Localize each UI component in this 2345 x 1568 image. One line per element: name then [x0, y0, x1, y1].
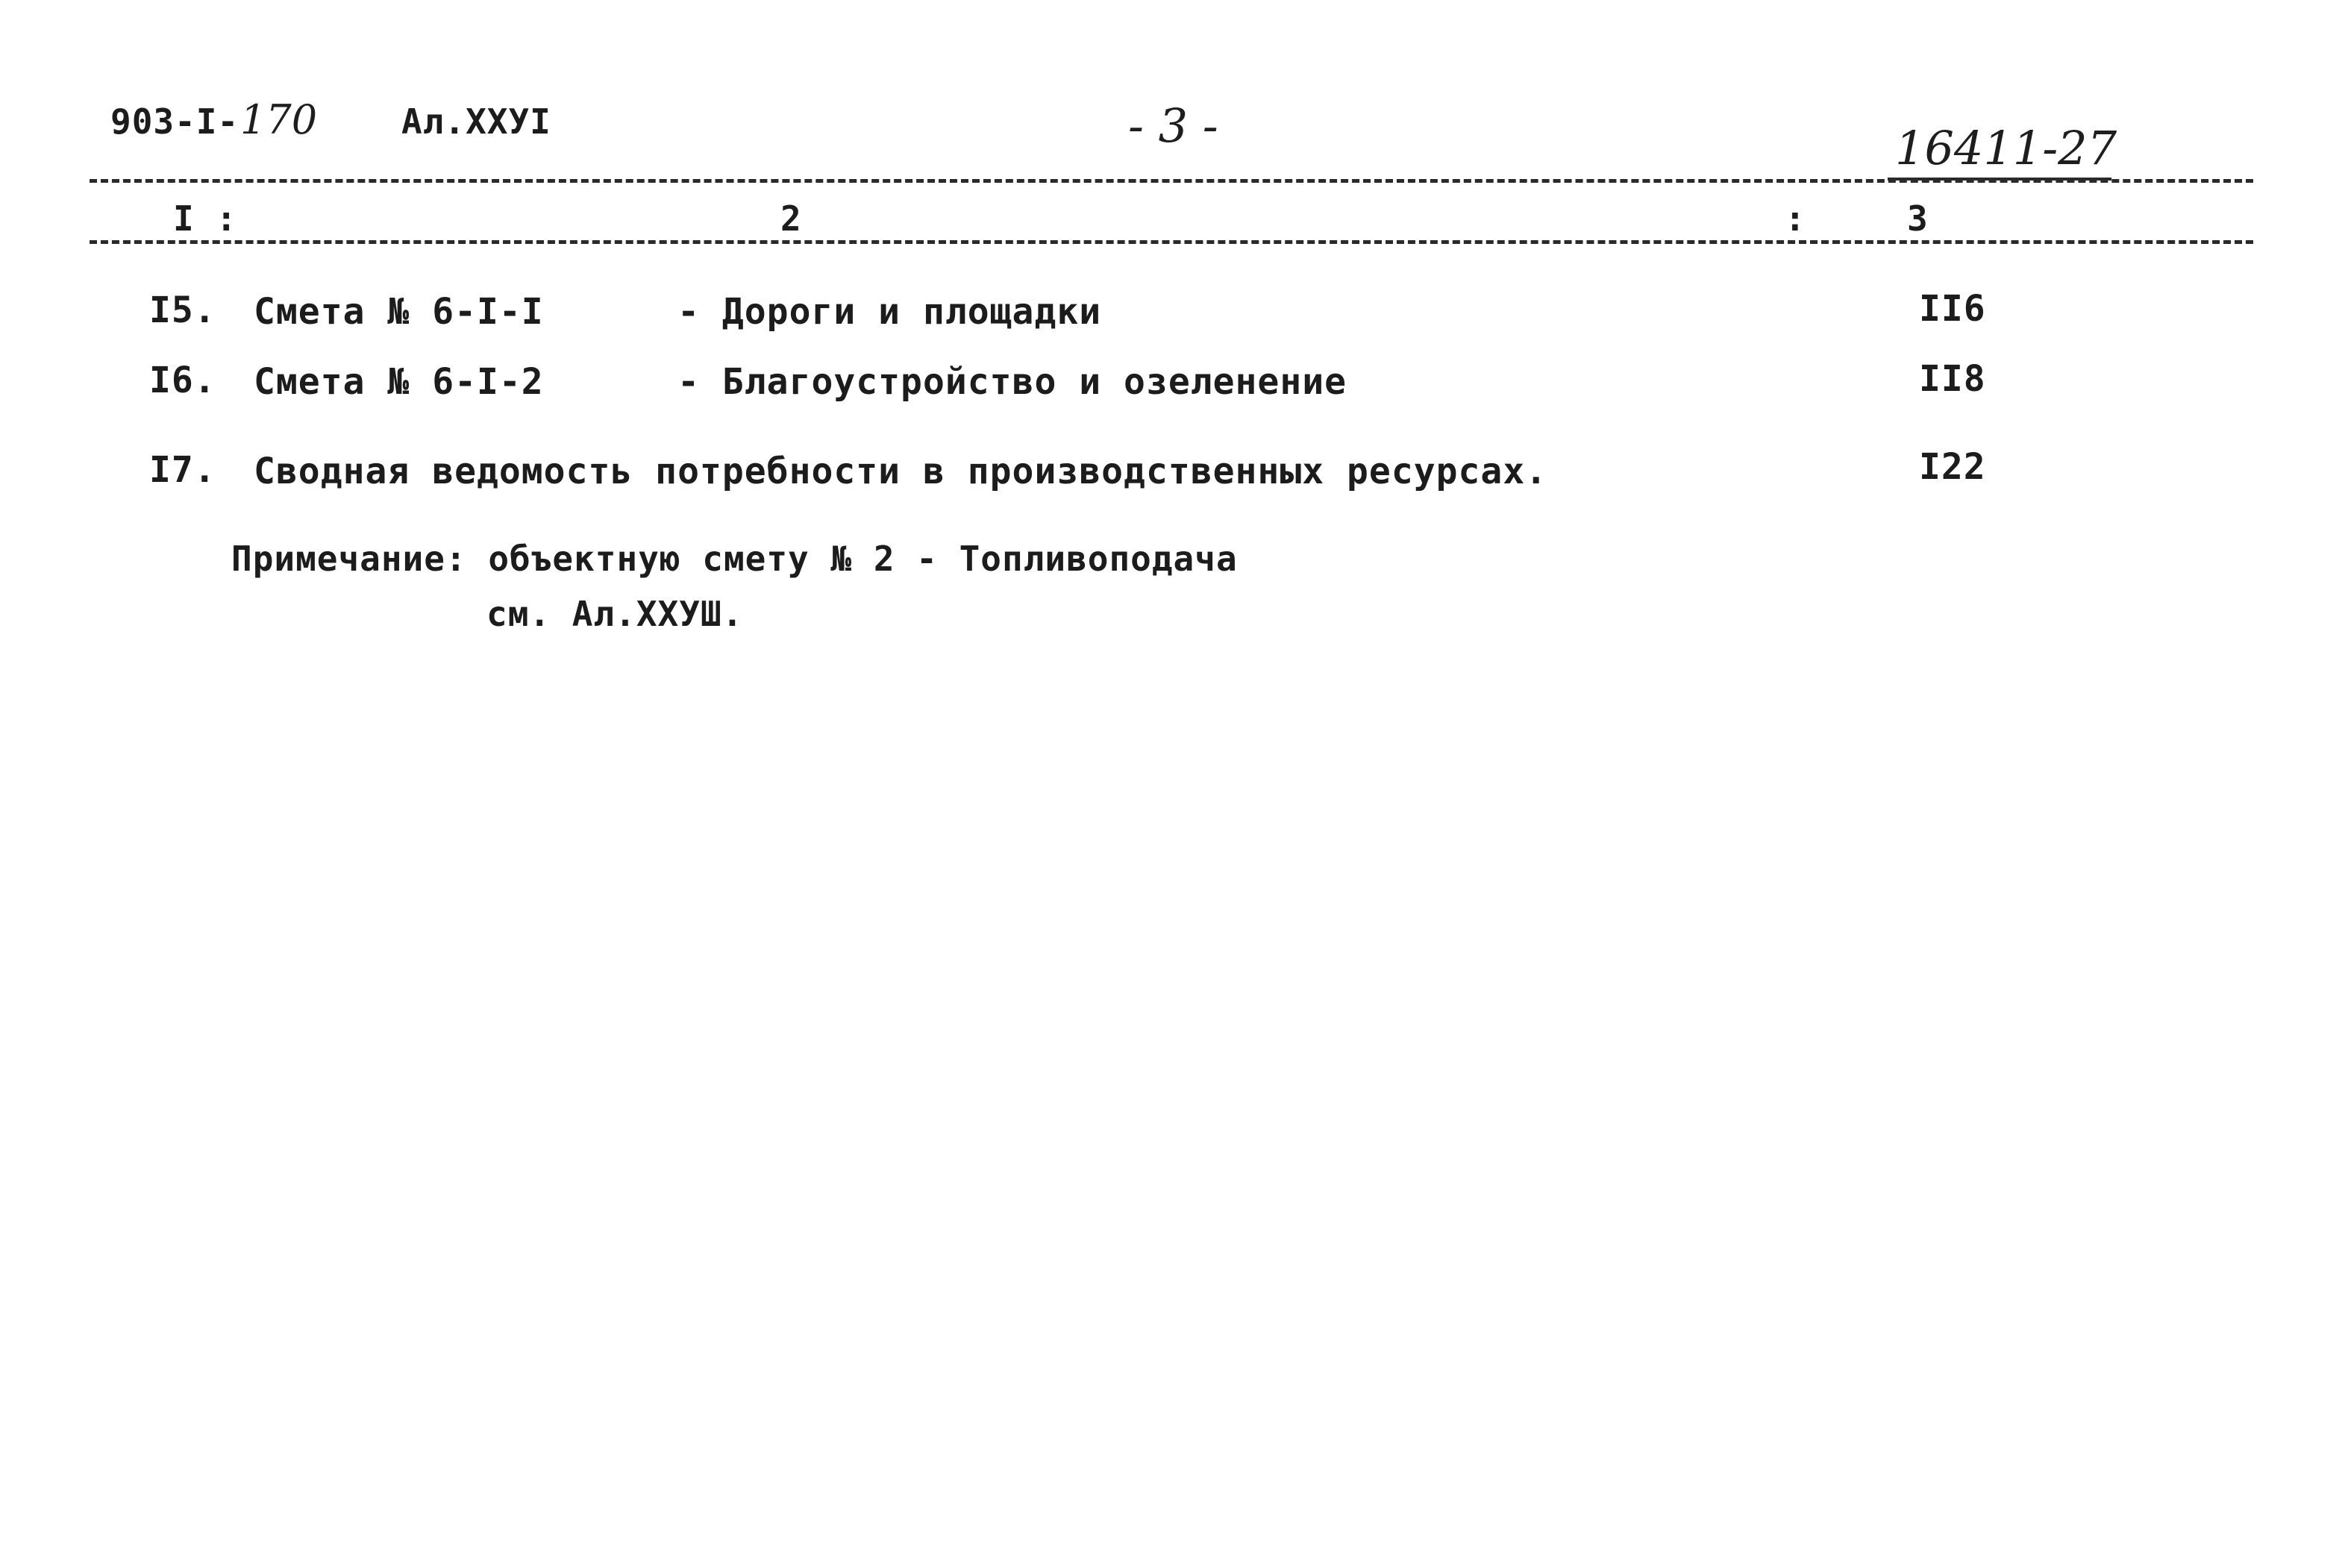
column-separator: :	[1785, 198, 1806, 239]
row-page: I22	[1919, 446, 1986, 488]
column-2-label: 2	[780, 198, 802, 239]
row-page: II8	[1919, 358, 1986, 400]
row-text: Смета № 6-I-2 - Благоустройство и озеленение	[254, 361, 1347, 403]
page-number: - 3 -	[1128, 98, 1218, 153]
row-number: I5.	[149, 289, 216, 331]
table-header-rule	[90, 240, 2253, 244]
row-number: I7.	[149, 449, 216, 491]
note-line-1: Примечание: объектную смету № 2 - Топливоподача	[231, 539, 1238, 579]
doc-code-prefix: 903-I-	[110, 101, 239, 142]
column-3-label: 3	[1907, 198, 1929, 239]
row-text: Сводная ведомость потребности в производственных ресурсах.	[254, 451, 1548, 492]
note-line-2: см. Ал.XXУШ.	[486, 594, 744, 634]
doc-code-handwritten: 170	[240, 96, 318, 143]
album-label: Ал.XXУI	[401, 101, 551, 142]
row-number: I6.	[149, 360, 216, 401]
inventory-number: 16411-27	[1895, 121, 2117, 175]
row-page: II6	[1919, 288, 1986, 330]
column-1-label: I :	[173, 198, 238, 239]
table-top-rule	[90, 179, 2253, 183]
row-text: Смета № 6-I-I - Дороги и площадки	[254, 291, 1102, 333]
